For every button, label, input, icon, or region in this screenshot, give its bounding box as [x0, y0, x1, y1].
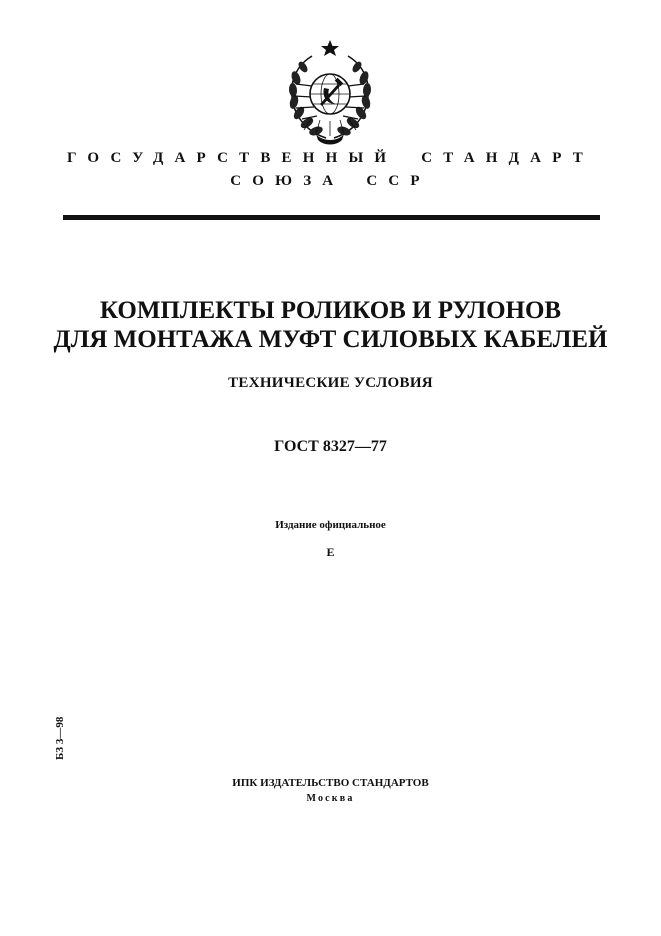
header-word-union: СОЮЗА — [230, 173, 345, 189]
header-word-state: ГОСУДАРСТВЕННЫЙ — [67, 150, 398, 166]
edition-letter: Е — [326, 545, 335, 559]
document-title-line-2: ДЛЯ МОНТАЖА МУФТ СИЛОВЫХ КАБЕЛЕЙ — [53, 326, 608, 353]
publisher-city: Москва — [306, 793, 355, 804]
edition-label: Издание официальное — [275, 519, 386, 531]
publisher-name: ИПК ИЗДАТЕЛЬСТВО СТАНДАРТОВ — [232, 777, 429, 789]
header-divider — [63, 215, 600, 220]
document-title-line-1: КОМПЛЕКТЫ РОЛИКОВ И РУЛОНОВ — [99, 297, 562, 324]
header-line-2 — [0, 173, 661, 190]
ussr-state-emblem-icon — [282, 38, 378, 146]
header-word-ssr: ССР — [366, 173, 431, 189]
header-word-standard: СТАНДАРТ — [421, 150, 594, 166]
side-code: БЗ 3—98 — [54, 716, 66, 760]
document-title — [0, 296, 661, 354]
document-subtitle: ТЕХНИЧЕСКИЕ УСЛОВИЯ — [228, 375, 433, 391]
header-line-1 — [0, 150, 661, 167]
standard-number: ГОСТ 8327—77 — [274, 438, 387, 455]
